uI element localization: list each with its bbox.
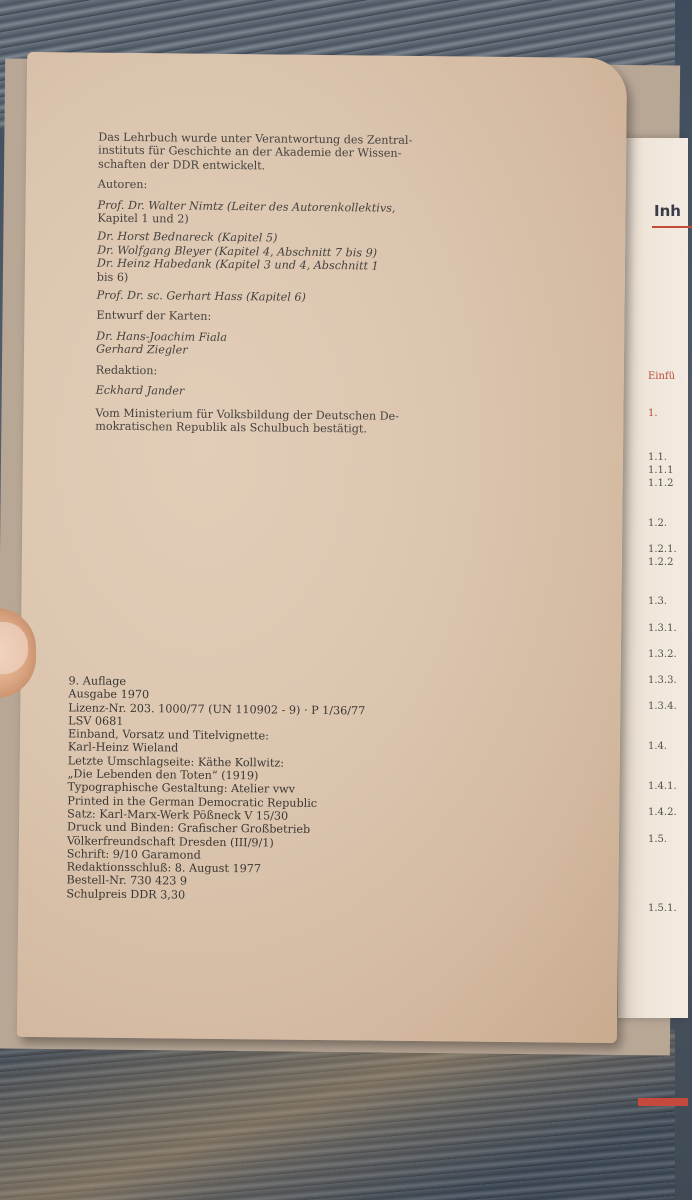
toc-item: 1.5.1. bbox=[648, 903, 677, 914]
wood-table-bottom bbox=[0, 1030, 675, 1200]
author-line: Prof. Dr. Walter Nimtz (Leiter des Autorenkollektivs, bbox=[97, 198, 396, 215]
imprint-line: LSV 0681 bbox=[68, 714, 124, 728]
imprint-line: Einband, Vorsatz und Titelvignette: bbox=[67, 727, 269, 743]
karten-line: Gerhard Ziegler bbox=[95, 342, 188, 357]
intro-line: schaften der DDR entwickelt. bbox=[97, 157, 266, 173]
book-red-edge bbox=[638, 1098, 688, 1106]
toc-item: 1.4. bbox=[648, 741, 668, 752]
toc-item: 1.4.1. bbox=[648, 781, 677, 792]
imprint-line: Karl-Heinz Wieland bbox=[67, 740, 179, 755]
toc-item: 1.4.2. bbox=[648, 807, 677, 818]
intro-line: Das Lehrbuch wurde unter Verantwortung des Zentral- bbox=[98, 130, 413, 147]
imprint-line: Druck und Binden: Grafischer Großbetrieb bbox=[66, 820, 311, 837]
author-line: Dr. Horst Bednareck (Kapitel 5) bbox=[97, 230, 278, 245]
toc-item: 1.2.1. bbox=[648, 544, 677, 555]
imprint-line: Völkerfreundschaft Dresden (III/9/1) bbox=[66, 833, 274, 850]
imprint-line: „Die Lebenden den Toten“ (1919) bbox=[67, 767, 259, 783]
toc-item: 1.3.1. bbox=[648, 623, 677, 634]
imprint-line: Typographische Gestaltung: Atelier vwv bbox=[67, 780, 296, 797]
imprint-block bbox=[66, 674, 365, 903]
toc-item: 1.5. bbox=[648, 834, 668, 845]
contents-heading-rule bbox=[652, 226, 692, 228]
contents-heading: Inh bbox=[654, 202, 681, 220]
imprint-page bbox=[17, 52, 627, 1043]
credits-block bbox=[95, 131, 412, 437]
autoren-label: Autoren: bbox=[97, 177, 148, 192]
bestaetigung-line: Vom Ministerium für Volksbildung der Deutschen De- bbox=[95, 406, 400, 423]
toc-item: 1.3.2. bbox=[648, 649, 677, 660]
author-line: Prof. Dr. sc. Gerhart Hass (Kapitel 6) bbox=[96, 288, 306, 304]
toc-item: 1.2.2 bbox=[648, 557, 674, 568]
redaktion-line: Eckhard Jander bbox=[95, 383, 185, 398]
toc-item: 1.3.3. bbox=[648, 675, 677, 686]
right-page-contents bbox=[618, 138, 688, 1018]
author-line: bis 6) bbox=[96, 270, 129, 284]
imprint-line: Satz: Karl-Marx-Werk Pößneck V 15/30 bbox=[67, 807, 289, 823]
karten-line: Dr. Hans-Joachim Fiala bbox=[96, 329, 227, 344]
karten-label: Entwurf der Karten: bbox=[96, 309, 212, 324]
imprint-line: Schulpreis DDR 3,30 bbox=[66, 887, 186, 902]
author-line: Dr. Wolfgang Bleyer (Kapitel 4, Abschnitt 7 bis 9) bbox=[97, 243, 378, 260]
toc-item: Einfü bbox=[648, 371, 676, 382]
bestaetigung-line: mokratischen Republik als Schulbuch bestätigt. bbox=[95, 419, 368, 436]
author-line: Dr. Heinz Habedank (Kapitel 3 und 4, Abschnitt 1 bbox=[96, 256, 379, 273]
imprint-line: 9. Auflage bbox=[68, 674, 127, 688]
toc-item: 1.3.4. bbox=[648, 701, 677, 712]
toc-item: 1. bbox=[648, 408, 658, 419]
author-line: Kapitel 1 und 2) bbox=[97, 211, 189, 226]
imprint-line: Lizenz-Nr. 203. 1000/77 (UN 110902 - 9) · P 1/36/77 bbox=[68, 700, 366, 718]
imprint-line: Bestell-Nr. 730 423 9 bbox=[66, 873, 188, 889]
toc-item: 1.1. bbox=[648, 452, 668, 463]
imprint-line: Letzte Umschlagseite: Käthe Kollwitz: bbox=[67, 754, 285, 770]
imprint-line: Schrift: 9/10 Garamond bbox=[66, 847, 201, 862]
toc-item: 1.2. bbox=[648, 518, 668, 529]
redaktion-label: Redaktion: bbox=[95, 363, 158, 377]
intro-line: instituts für Geschichte an der Akademie der Wissen- bbox=[98, 144, 402, 161]
imprint-line: Printed in the German Democratic Republic bbox=[67, 794, 318, 810]
toc-item: 1.1.1 bbox=[648, 465, 674, 476]
toc-item: 1.1.2 bbox=[648, 478, 674, 489]
toc-item: 1.3. bbox=[648, 596, 668, 607]
imprint-line: Redaktionsschluß: 8. August 1977 bbox=[66, 860, 262, 876]
imprint-line: Ausgabe 1970 bbox=[68, 687, 150, 702]
